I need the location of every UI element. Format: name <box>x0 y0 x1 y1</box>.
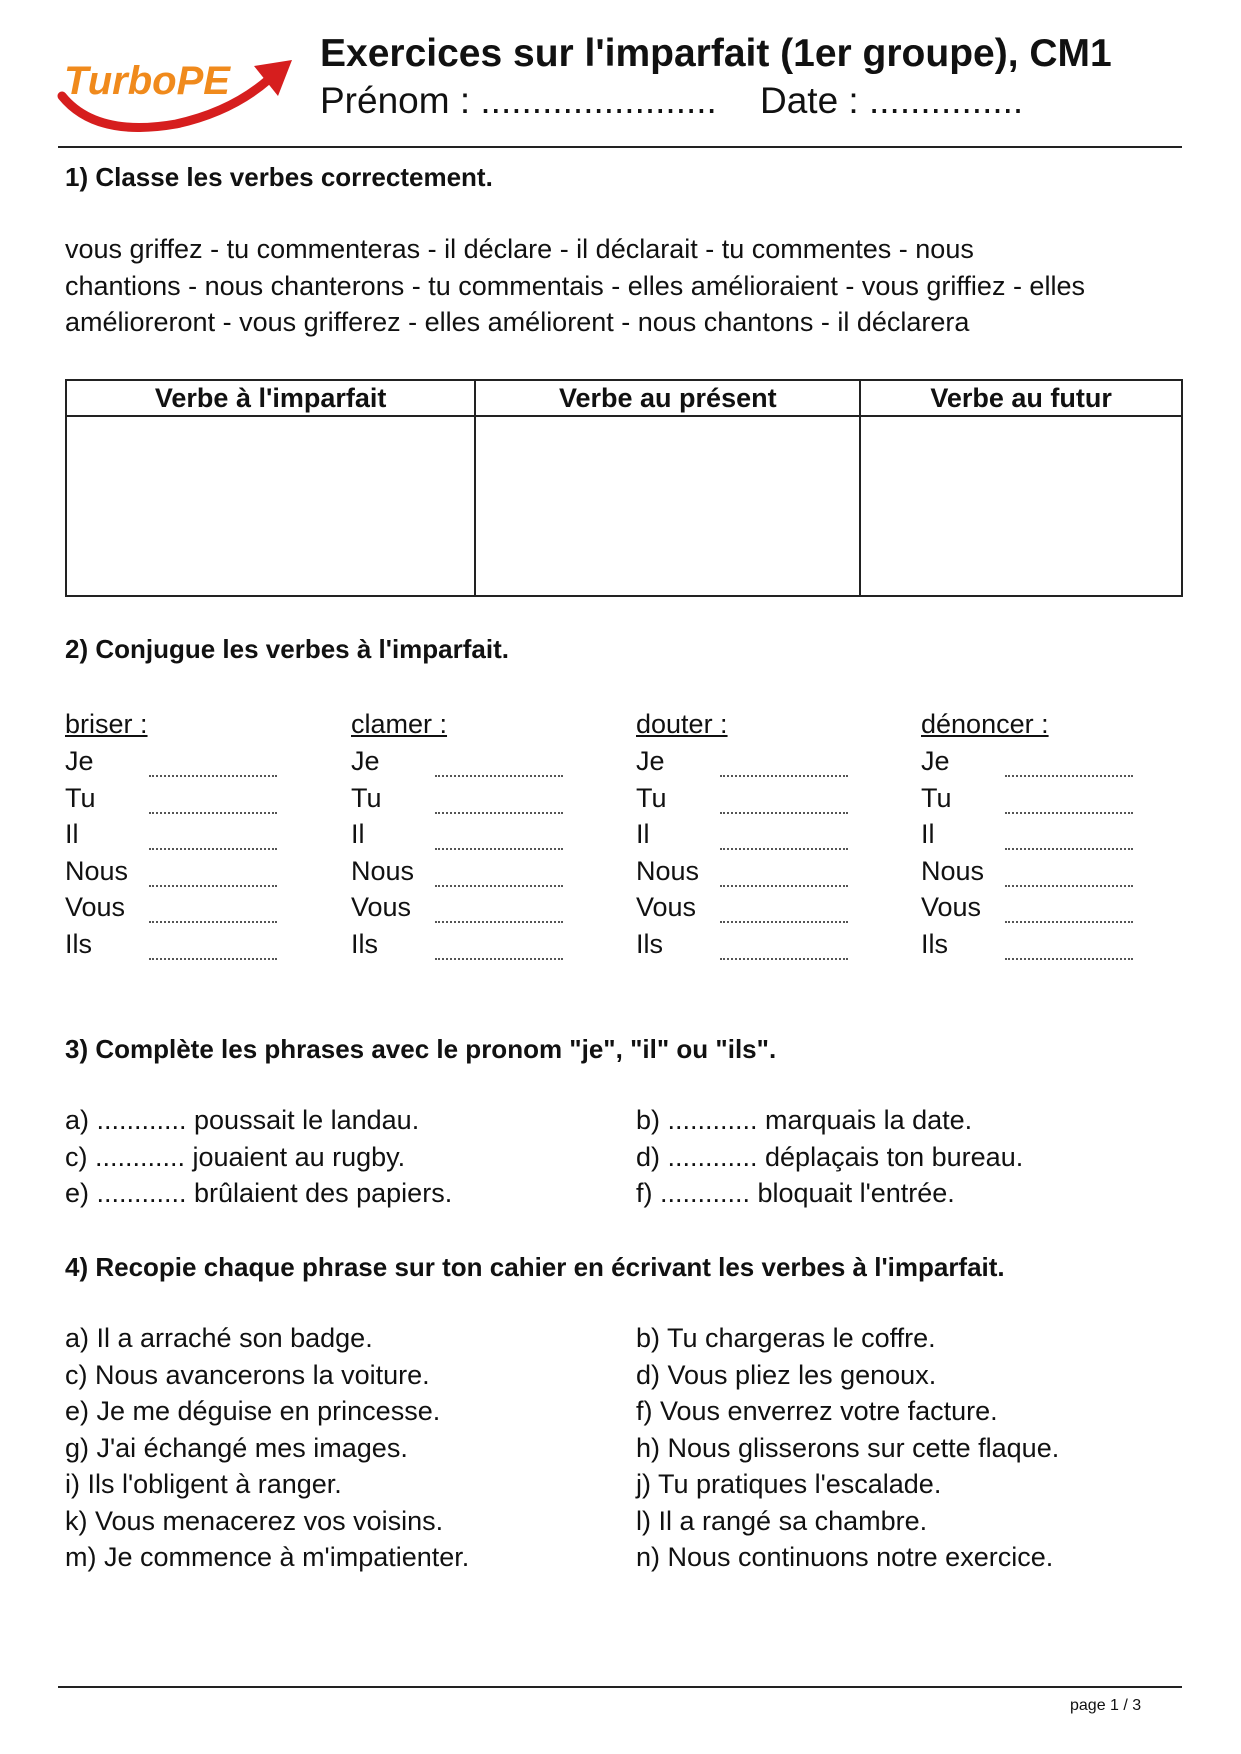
pronoun: Ils <box>65 928 92 959</box>
sentence: b) ............ marquais la date. <box>636 1105 973 1135</box>
answer-line[interactable] <box>435 812 563 814</box>
pronoun: Vous <box>636 892 697 922</box>
answer-line[interactable] <box>1005 812 1133 814</box>
table-header-futur: Verbe au futur <box>860 380 1182 416</box>
exercise4-right-column <box>636 1320 1059 1576</box>
verb-name: clamer : <box>351 709 448 739</box>
conjugation-block-briser <box>65 706 315 962</box>
conjugation-block-douter <box>636 706 886 962</box>
pronoun: Je <box>351 746 380 776</box>
conjugation-row <box>636 743 886 780</box>
sentence: c) ............ jouaient au rugby. <box>65 1141 406 1172</box>
pronoun: Tu <box>351 782 382 813</box>
sentence: h) Nous glisserons sur cette flaque. <box>636 1432 1060 1463</box>
pronoun: Il <box>65 819 79 849</box>
pronoun: Je <box>65 746 94 776</box>
answer-line[interactable] <box>149 921 277 923</box>
pronoun: Tu <box>921 782 952 813</box>
conjugation-row <box>921 853 1171 890</box>
conjugation-row <box>65 780 315 817</box>
answer-line[interactable] <box>720 885 848 887</box>
table-header-present: Verbe au présent <box>475 380 860 416</box>
answer-line[interactable] <box>435 921 563 923</box>
exercise2-heading: 2) Conjugue les verbes à l'imparfait. <box>65 634 509 664</box>
exercise3-right-column <box>636 1102 1023 1212</box>
pronoun: Nous <box>351 855 415 886</box>
table-cell-imparfait[interactable] <box>66 416 475 596</box>
answer-line[interactable] <box>149 885 277 887</box>
pronoun: Vous <box>351 892 412 922</box>
sentence: m) Je commence à m'impatienter. <box>65 1542 470 1572</box>
table-header-imparfait: Verbe à l'imparfait <box>66 380 475 416</box>
conjugation-row <box>636 816 886 853</box>
conjugation-row <box>636 926 886 963</box>
conjugation-row <box>921 816 1171 853</box>
conjugation-row <box>65 743 315 780</box>
exercise4-heading: 4) Recopie chaque phrase sur ton cahier en écrivant les verbes à l'imparfait. <box>65 1252 1005 1282</box>
exercise4-left-column <box>65 1320 469 1576</box>
verb-list-line: chantions - nous chanterons - tu commentais - elles amélioraient - vous griffiez - elles <box>65 270 1085 301</box>
answer-line[interactable] <box>1005 848 1133 850</box>
name-field: Prénom : ....................... <box>320 80 717 121</box>
sentence: e) ............ brûlaient des papiers. <box>65 1178 453 1208</box>
page-title: Exercices sur l'imparfait (1er groupe), CM1 <box>320 32 1112 75</box>
pronoun: Il <box>921 819 935 849</box>
conjugation-row <box>921 743 1171 780</box>
sentence: i) Ils l'obligent à ranger. <box>65 1469 342 1499</box>
answer-line[interactable] <box>149 958 277 960</box>
sentence: f) Vous enverrez votre facture. <box>636 1396 998 1426</box>
pronoun: Ils <box>921 928 948 959</box>
answer-line[interactable] <box>1005 958 1133 960</box>
answer-line[interactable] <box>149 848 277 850</box>
exercise1-heading: 1) Classe les verbes correctement. <box>65 162 493 192</box>
verb-name: briser : <box>65 709 148 739</box>
pronoun: Je <box>636 746 665 776</box>
answer-line[interactable] <box>1005 921 1133 923</box>
answer-line[interactable] <box>720 812 848 814</box>
conjugation-row <box>921 926 1171 963</box>
answer-line[interactable] <box>149 812 277 814</box>
answer-line[interactable] <box>435 775 563 777</box>
table-cell-futur[interactable] <box>860 416 1182 596</box>
answer-line[interactable] <box>435 885 563 887</box>
header-divider <box>58 146 1182 148</box>
sentence: d) Vous pliez les genoux. <box>636 1359 937 1390</box>
sentence: f) ............ bloquait l'entrée. <box>636 1178 955 1208</box>
table-cell-present[interactable] <box>475 416 860 596</box>
sentence: a) Il a arraché son badge. <box>65 1323 373 1353</box>
conjugation-row <box>351 780 601 817</box>
answer-line[interactable] <box>435 958 563 960</box>
sentence: k) Vous menacerez vos voisins. <box>65 1505 444 1536</box>
verb-name: douter : <box>636 709 728 739</box>
exercise3-left-column <box>65 1102 452 1212</box>
pronoun: Il <box>351 819 365 849</box>
sentence: b) Tu chargeras le coffre. <box>636 1323 936 1353</box>
conjugation-row <box>351 743 601 780</box>
conjugation-row <box>921 889 1171 926</box>
answer-line[interactable] <box>1005 775 1133 777</box>
pronoun: Il <box>636 819 650 849</box>
exercise3-heading: 3) Complète les phrases avec le pronom "je", "il" ou "ils". <box>65 1034 777 1064</box>
answer-line[interactable] <box>1005 885 1133 887</box>
pronoun: Ils <box>351 928 378 959</box>
verb-list-line: vous griffez - tu commenteras - il déclare - il déclarait - tu commentes - nous <box>65 234 974 264</box>
conjugation-row <box>636 780 886 817</box>
conjugation-row <box>65 889 315 926</box>
pronoun: Vous <box>65 892 126 922</box>
pronoun: Nous <box>65 855 129 886</box>
conjugation-block-clamer <box>351 706 601 962</box>
conjugation-row <box>65 853 315 890</box>
answer-line[interactable] <box>720 775 848 777</box>
footer-divider <box>58 1686 1182 1688</box>
pronoun: Vous <box>921 892 982 922</box>
sentence: c) Nous avancerons la voiture. <box>65 1359 430 1390</box>
pronoun: Je <box>921 746 950 776</box>
page-number: page 1 / 3 <box>1070 1697 1142 1714</box>
date-field: Date : ............... <box>760 80 1024 121</box>
pronoun: Tu <box>636 782 667 813</box>
conjugation-row <box>351 816 601 853</box>
sentence: d) ............ déplaçais ton bureau. <box>636 1141 1024 1172</box>
sentence: j) Tu pratiques l'escalade. <box>636 1469 942 1499</box>
conjugation-row <box>65 926 315 963</box>
conjugation-row <box>351 889 601 926</box>
conjugation-row <box>351 853 601 890</box>
sentence: n) Nous continuons notre exercice. <box>636 1542 1054 1572</box>
exercise1-verb-list <box>65 231 1185 341</box>
conjugation-row <box>636 889 886 926</box>
conjugation-row <box>636 853 886 890</box>
sentence: a) ............ poussait le landau. <box>65 1105 420 1135</box>
pronoun: Ils <box>636 928 663 959</box>
verb-name: dénoncer : <box>921 709 1049 739</box>
classification-table <box>65 379 1183 597</box>
sentence: e) Je me déguise en princesse. <box>65 1396 441 1426</box>
svg-text:TurboPE: TurboPE <box>64 59 230 103</box>
turbope-logo <box>56 52 296 132</box>
answer-line[interactable] <box>149 775 277 777</box>
answer-line[interactable] <box>720 921 848 923</box>
pronoun: Nous <box>921 855 985 886</box>
pronoun: Nous <box>636 855 700 886</box>
conjugation-block-denoncer <box>921 706 1171 962</box>
conjugation-row <box>65 816 315 853</box>
sentence: l) Il a rangé sa chambre. <box>636 1505 928 1536</box>
answer-line[interactable] <box>435 848 563 850</box>
sentence: g) J'ai échangé mes images. <box>65 1432 408 1463</box>
conjugation-row <box>921 780 1171 817</box>
verb-list-line: amélioreront - vous grifferez - elles améliorent - nous chantons - il déclarera <box>65 307 970 337</box>
answer-line[interactable] <box>720 848 848 850</box>
conjugation-row <box>351 926 601 963</box>
pronoun: Tu <box>65 782 96 813</box>
answer-line[interactable] <box>720 958 848 960</box>
